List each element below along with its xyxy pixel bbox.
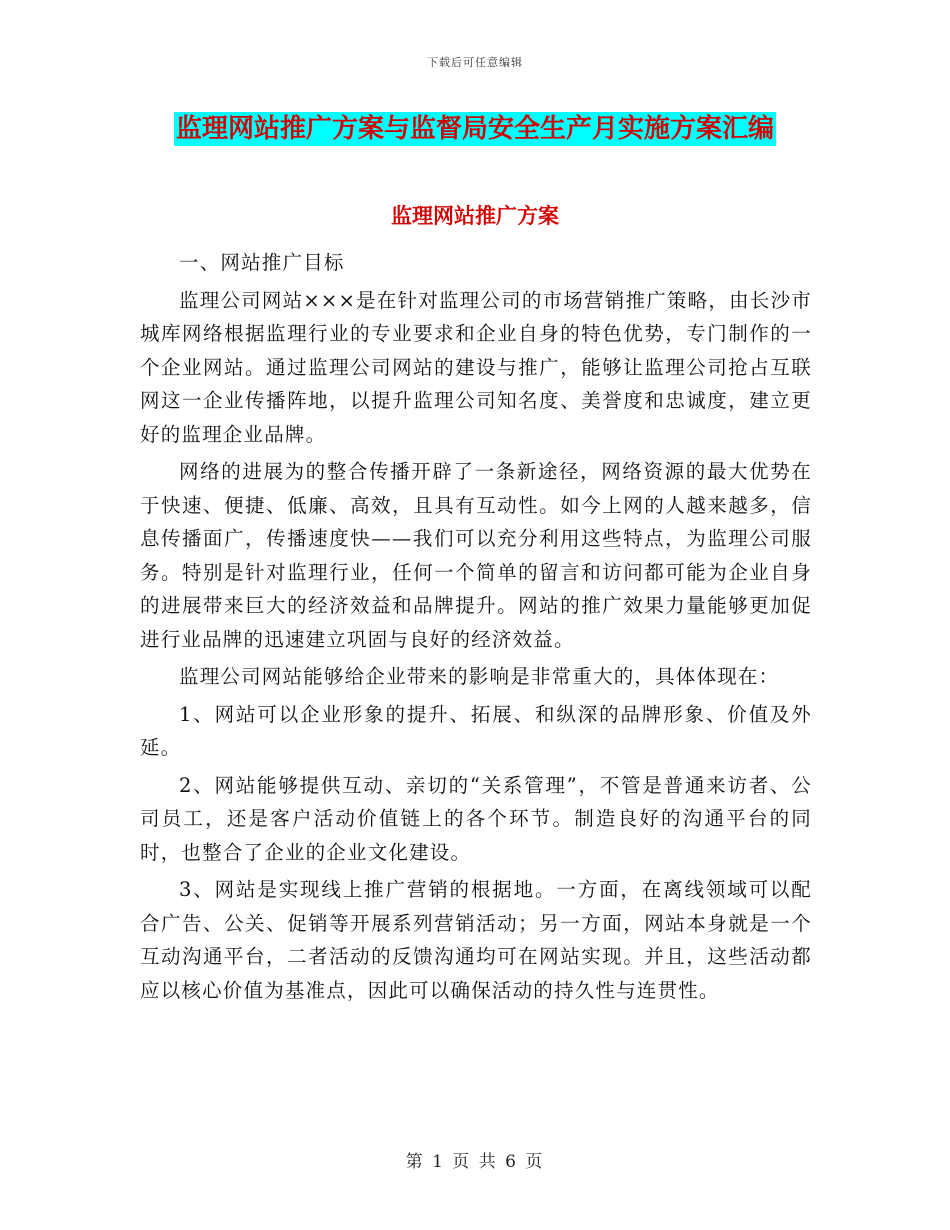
- document-title: 监理网站推广方案与监督局安全生产月实施方案汇编: [175, 114, 774, 144]
- section-title: 监理网站推广方案: [391, 203, 559, 228]
- paragraph: 监理公司网站×××是在针对监理公司的市场营销推广策略，由长沙市城库网络根据监理行业的专业要求和企业自身的特色优势，专门制作的一个企业网站。通过监理公司网站的建设与推广，能够让监理公司抢占互联网这一企业传播阵地，以提升监理公司知名度、美誉度和忠诚度，建立更好的监理企业品牌。: [140, 288, 812, 446]
- list-item: 1、网站可以企业形象的提升、拓展、和纵深的品牌形象、价值及外延。: [140, 702, 812, 759]
- page-number: 第 1 页 共 6 页: [405, 1152, 545, 1172]
- paragraph: 监理公司网站能够给企业带来的影响是非常重大的，具体体现在：: [179, 665, 780, 688]
- paragraph-heading-goal: 一、网站推广目标: [179, 251, 345, 274]
- paragraph: 网络的进展为的整合传播开辟了一条新途径，网络资源的最大优势在于快速、便捷、低廉、高效，且具有互动性。如今上网的人越来越多，信息传播面广，传播速度快——我们可以充分利用这些特点，为监理公司服务。特别是针对监理行业，任何一个简单的留言和访问都可能为企业自身的进展带来巨大的经济效益和品牌提升。网站的推广效果力量能够更加促进行业品牌的迅速建立巩固与良好的经济效益。: [140, 460, 812, 651]
- list-item: 3、网站是实现线上推广营销的根据地。一方面，在离线领域可以配合广告、公关、促销等开展系列营销活动；另一方面，网站本身就是一个互动沟通平台，二者活动的反馈沟通均可在网站实现。并且，这些活动都应以核心价值为基准点，因此可以确保活动的持久性与连贯性。: [140, 878, 812, 1002]
- document-body: [140, 246, 812, 1011]
- list-item: 2、网站能够提供互动、亲切的“关系管理”，不管是普通来访者、公司员工，还是客户活动价值链上的各个环节。制造良好的沟通平台的同时，也整合了企业的企业文化建设。: [140, 773, 812, 864]
- document-title-container: [0, 112, 950, 146]
- page-header-note: 下载后可任意编辑: [427, 56, 523, 69]
